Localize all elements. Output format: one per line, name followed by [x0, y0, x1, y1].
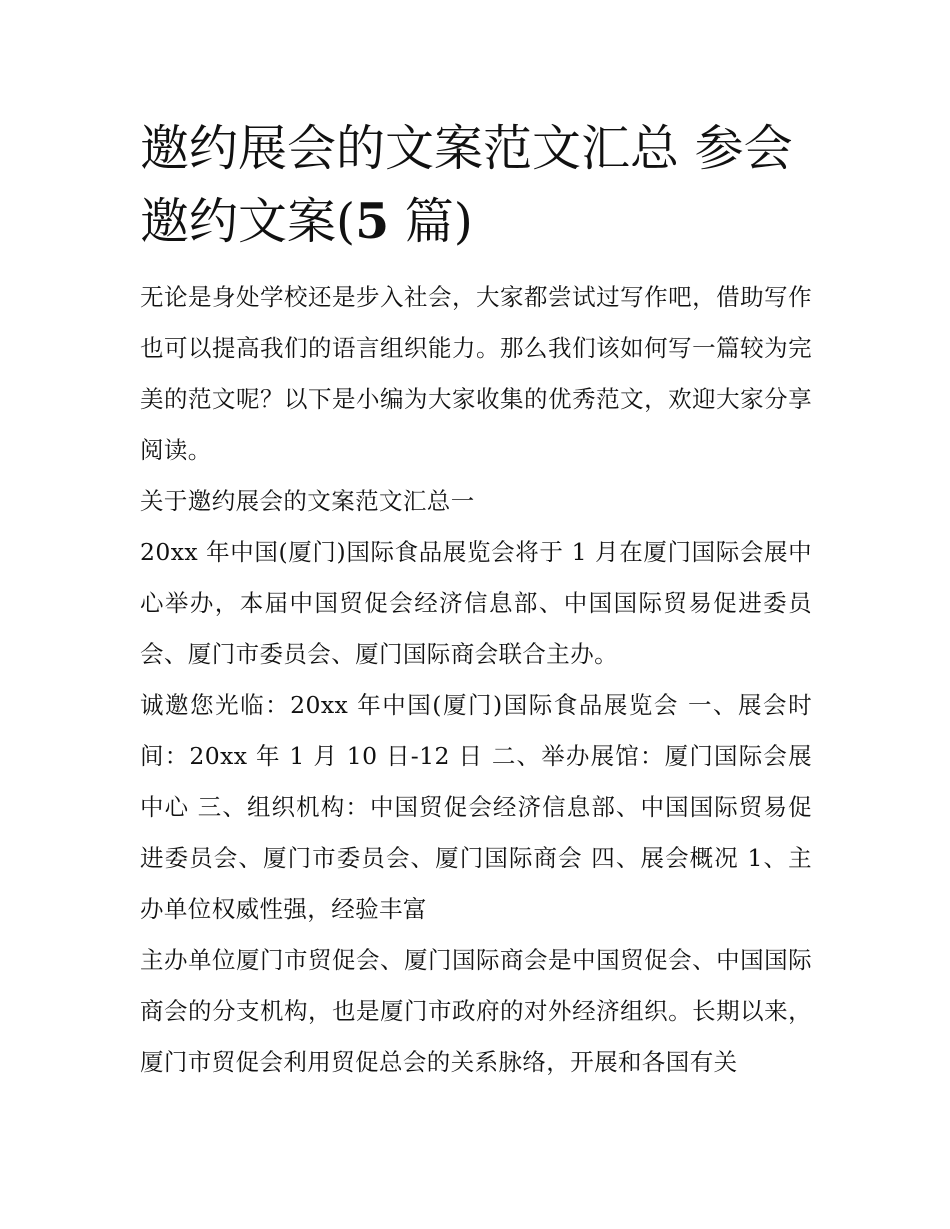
title-text-part1: 邀约展会的文案范文汇总 参会邀约文案( [140, 120, 793, 250]
body-paragraph-2: 诚邀您光临：20xx 年中国(厦门)国际食品展览会 一、展会时间：20xx 年 1 月 10 日-12 日 二、举办展馆：厦门国际会展中心 三、组织机构：中国贸促会经济信息部、中国国际贸易促进委员会、厦门市委员会、厦门国际商会 四、展会概况 1、主办单位权威性强，经验丰富 [140, 691, 812, 923]
document-body [140, 112, 812, 1088]
title-number: 5 [355, 192, 390, 250]
title-text-part2: 篇) [389, 193, 473, 250]
intro-paragraph: 无论是身处学校还是步入社会，大家都尝试过写作吧，借助写作也可以提高我们的语言组织能力。那么我们该如何写一篇较为完美的范文呢？以下是小编为大家收集的优秀范文，欢迎大家分享阅读。 [140, 283, 812, 464]
document-title [140, 112, 812, 258]
body-paragraph-3: 主办单位厦门市贸促会、厦门国际商会是中国贸促会、中国国际商会的分支机构，也是厦门市政府的对外经济组织。长期以来，厦门市贸促会利用贸促总会的关系脉络，开展和各国有关 [140, 946, 812, 1076]
section-heading: 关于邀约展会的文案范文汇总一 [140, 487, 475, 515]
body-paragraph-1: 20xx 年中国(厦门)国际食品展览会将于 1 月在厦门国际会展中心举办，本届中国贸促会经济信息部、中国国际贸易促进委员会、厦门市委员会、厦门国际商会联合主办。 [140, 538, 812, 668]
